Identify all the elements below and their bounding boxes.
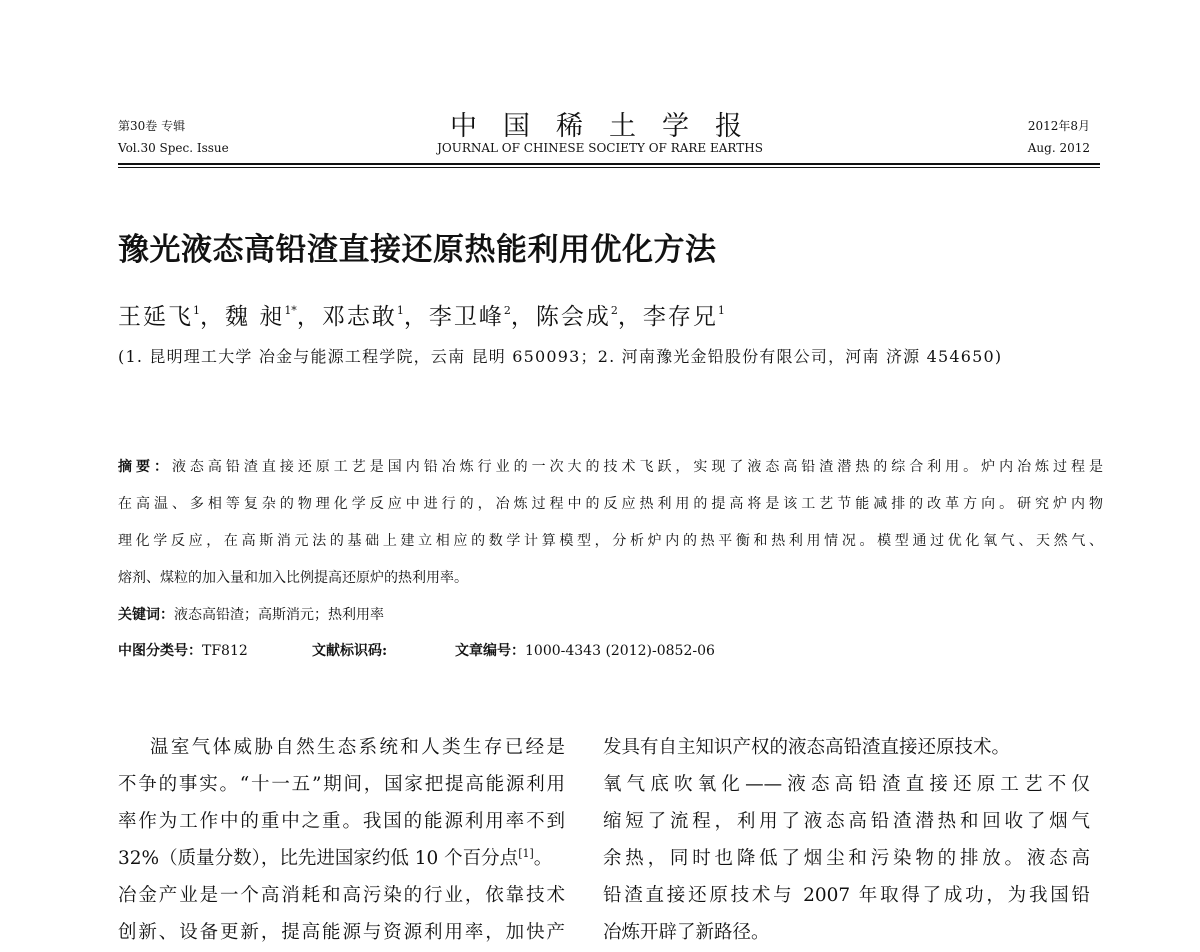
author-affiliation-mark: 1: [193, 304, 200, 317]
body-line: 铅渣直接还原技术与 2007 年取得了成功，为我国铅: [603, 885, 1090, 906]
clc-value: TF812: [202, 643, 248, 659]
article-no-label: 文章编号：: [455, 643, 525, 659]
keywords: [118, 604, 384, 624]
author-list: [118, 298, 725, 331]
body-line: 创新、设备更新，提高能源与资源利用率，加快产: [118, 922, 565, 943]
author-name: 邓志敢: [321, 304, 397, 330]
citation[interactable]: [1]: [518, 846, 534, 860]
author-affiliation-mark: 2: [610, 304, 618, 317]
body-line: 余热，同时也降低了烟尘和污染物的排放。液态高: [603, 848, 1090, 869]
article-title: 豫光液态高铅渣直接还原热能利用优化方法: [118, 232, 717, 268]
author-name: 魏 昶: [225, 304, 285, 330]
abstract-line: 熔剂、煤粒的加入量和加入比例提高还原炉的热利用率。: [118, 570, 468, 586]
body-text: 。: [533, 848, 553, 869]
keywords-label: 关键词：: [118, 607, 174, 623]
author-affiliation-mark: 1*: [284, 304, 297, 317]
date-en: Aug. 2012: [1027, 141, 1090, 155]
body-line: 冶金产业是一个高消耗和高污染的行业，依靠技术: [118, 885, 565, 906]
author-separator: ，: [510, 304, 536, 330]
date-cn: 2012年8月: [1027, 119, 1090, 133]
abstract-line: [118, 456, 1103, 476]
header-rule: [118, 163, 1100, 165]
abstract-text: 液态高铅渣直接还原工艺是国内铅冶炼行业的一次大的技术飞跃，实现了液态高铅渣潜热的综合利用。炉内冶炼过程是: [171, 459, 1104, 475]
author-name: 李存兄: [642, 304, 718, 330]
keywords-text: 液态高铅渣；高斯消元；热利用率: [174, 607, 384, 623]
journal-title-cn: 中国稀土学报: [450, 111, 768, 142]
abstract-label: 摘要：: [118, 459, 172, 475]
body-line: 不争的事实。“十一五”期间，国家把提高能源利用: [118, 774, 565, 795]
body-line: 温室气体威胁自然生态系统和人类生存已经是: [150, 737, 565, 758]
author-affiliation-mark: 1: [717, 304, 725, 317]
article-number: [455, 640, 715, 660]
doc-code-label: 文献标识码:: [312, 643, 388, 659]
body-line: 率作为工作中的重中之重。我国的能源利用率不到: [118, 811, 565, 832]
affiliation: (1. 昆明理工大学 冶金与能源工程学院，云南 昆明 650093；2. 河南豫光金铅股份有限公司，河南 济源 454650): [118, 347, 1003, 366]
body-text: 32%（质量分数），比先进国家约低 10 个百分点: [118, 848, 519, 869]
abstract-line: 在高温、多相等复杂的物理化学反应中进行的，冶炼过程中的反应热利用的提高将是该工艺节能减排的改革方向。研究炉内物: [118, 496, 1103, 512]
volume-cn: 第30卷 专辑: [118, 119, 186, 133]
author-name: 李卫峰: [428, 304, 504, 330]
author-affiliation-mark: 1: [396, 304, 404, 317]
abstract-line: 理化学反应，在高斯消元法的基础上建立相应的数学计算模型，分析炉内的热平衡和热利用情况。模型通过优化氧气、天然气、: [118, 533, 1103, 549]
author-affiliation-mark: 2: [503, 304, 511, 317]
author-separator: ，: [200, 304, 225, 330]
body-line: 缩短了流程，利用了液态高铅渣潜热和回收了烟气: [603, 811, 1090, 832]
author-name: 陈会成: [535, 304, 611, 330]
body-line: 冶炼开辟了新路径。: [603, 922, 770, 943]
author-separator: ，: [403, 304, 429, 330]
header-rule-thin: [118, 167, 1100, 168]
author-separator: ，: [296, 304, 322, 330]
body-line: 发具有自主知识产权的液态高铅渣直接还原技术。: [603, 737, 1011, 758]
body-line: [118, 844, 552, 870]
classification: [118, 640, 248, 660]
journal-title-en: JOURNAL OF CHINESE SOCIETY OF RARE EARTHS: [437, 141, 763, 155]
author-name: 王延飞: [118, 304, 193, 330]
volume-en: Vol.30 Spec. Issue: [118, 141, 229, 155]
clc-label: 中图分类号：: [118, 643, 202, 659]
body-line: 氧气底吹氧化——液态高铅渣直接还原工艺不仅: [603, 774, 1090, 795]
author-separator: ，: [617, 304, 643, 330]
article-no-value: 1000-4343 (2012)-0852-06: [525, 643, 715, 659]
